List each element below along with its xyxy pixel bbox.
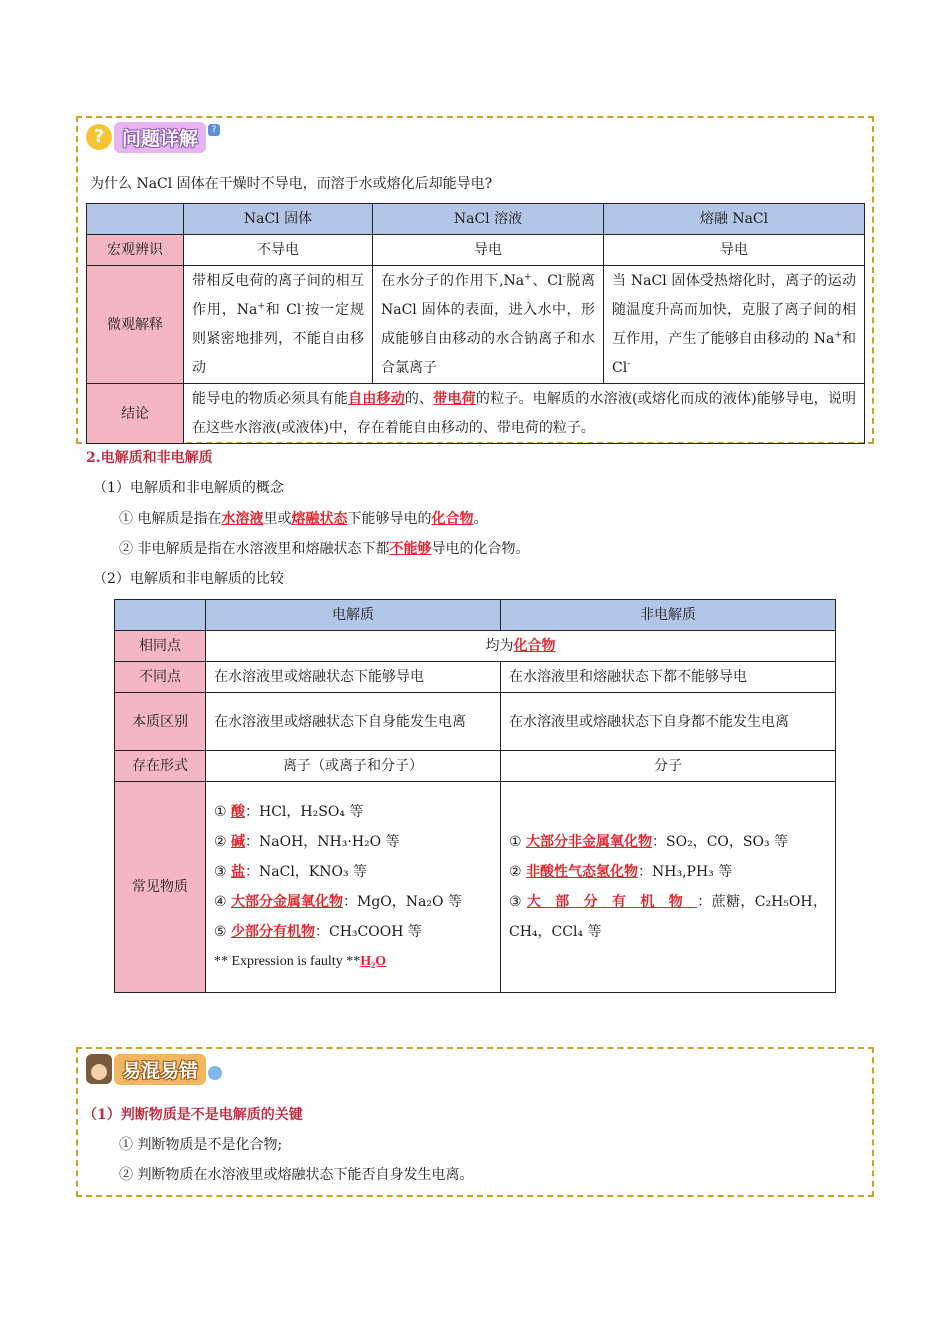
- n1-num: ①: [509, 834, 522, 850]
- label-micro: 微观解释: [87, 266, 184, 384]
- comparison-subheading: （2）电解质和非电解质的比较: [93, 571, 284, 587]
- e5-rest: ：CH₃COOH 等: [315, 924, 422, 940]
- common-mistakes-logo-text: 易混易错: [114, 1054, 206, 1085]
- micro-solution-a: 在水分子的作用下,Na: [381, 272, 525, 289]
- concept-subheading: （1）电解质和非电解质的概念: [93, 480, 284, 496]
- n3-rest: ：蔗糖，C₂H₅OH，CH₄，CCl₄ 等: [509, 894, 827, 940]
- same-prefix: 均为: [485, 638, 514, 654]
- n3-key-organic: 大部分有机物: [526, 894, 698, 910]
- label-essence: 本质区别: [115, 693, 206, 751]
- bulb-icon: [208, 1066, 222, 1080]
- header-nacl-solid: NaCl 固体: [184, 204, 373, 235]
- micro-solid: [184, 266, 373, 384]
- nacl-comparison-table: [86, 203, 865, 444]
- conclusion-text: [184, 384, 865, 444]
- n1-rest: ：SO₂，CO，SO₃ 等: [652, 834, 789, 850]
- macro-molten: 导电: [604, 235, 865, 266]
- header-nacl-solution: NaCl 溶液: [373, 204, 604, 235]
- e1-rest: ：HCl，H₂SO₄ 等: [245, 804, 364, 820]
- micro-molten: [604, 266, 865, 384]
- diff-electrolyte: 在水溶液里或熔融状态下能够导电: [206, 662, 501, 693]
- label-form: 存在形式: [115, 751, 206, 782]
- e4-key-metal-oxide: 大部分金属氧化物: [231, 894, 344, 910]
- macro-solution: 导电: [373, 235, 604, 266]
- diff-nonelectrolyte: 在水溶液里和熔融状态下都不能够导电: [501, 662, 836, 693]
- definition-nonelectrolyte: [119, 534, 529, 564]
- essence-electrolyte: 在水溶液里或熔融状态下自身能发生电离: [206, 693, 501, 751]
- macro-solid: 不导电: [184, 235, 373, 266]
- n1-key-nonmetal-oxide: 大部分非金属氧化物: [526, 834, 653, 850]
- micro-solid-sup2: -: [301, 301, 305, 312]
- n2-num: ②: [509, 864, 522, 880]
- micro-solution: [373, 266, 604, 384]
- def1-key-molten: 熔融状态: [291, 511, 348, 527]
- conclusion-b: 的、: [404, 390, 434, 407]
- def1-a: ① 电解质是指在: [119, 511, 222, 527]
- scholar-face-icon: [91, 1064, 107, 1080]
- t2-header-nonelectrolyte: 非电解质: [501, 600, 836, 631]
- micro-solution-sup2: -: [562, 271, 566, 282]
- e5-line: [214, 917, 492, 947]
- mistakes-item2: ② 判断物质在水溶液里或熔融状态下能否自身发生电离。: [119, 1167, 474, 1183]
- e3-line: [214, 857, 492, 887]
- label-conclusion: 结论: [87, 384, 184, 444]
- e4-line: [214, 887, 492, 917]
- conclusion-a: 能导电的物质必须具有能: [192, 390, 349, 407]
- header-empty: [87, 204, 184, 235]
- e5-num: ⑤: [214, 924, 227, 940]
- e3-rest: ：NaCl，KNO₃ 等: [245, 864, 368, 880]
- problem-detail-logo: [86, 122, 220, 152]
- def1-key-compound: 化合物: [431, 511, 474, 527]
- e6-line: [214, 947, 492, 977]
- conclusion-key-free-move: 自由移动: [348, 390, 405, 407]
- header-nacl-molten: 熔融 NaCl: [604, 204, 865, 235]
- label-same: 相同点: [115, 631, 206, 662]
- conclusion-key-charged: 带电荷: [433, 390, 476, 407]
- e4-num: ④: [214, 894, 227, 910]
- def1-c: 下能够导电的: [347, 511, 432, 527]
- same-key-compound: 化合物: [513, 638, 556, 654]
- micro-molten-sup2: -: [627, 358, 631, 369]
- form-nonelectrolyte: 分子: [501, 751, 836, 782]
- essence-nonelectrolyte: 在水溶液里或熔融状态下自身都不能发生电离: [501, 693, 836, 751]
- e1-num: ①: [214, 804, 227, 820]
- def1-d: 。: [473, 511, 488, 527]
- e2-line: [214, 827, 492, 857]
- question-mark-icon: ?: [86, 124, 112, 150]
- scholar-avatar-icon: [86, 1054, 112, 1084]
- micro-solid-a: 带相反电荷的离子间的相互作用，Na: [192, 273, 364, 318]
- t2-header-electrolyte: 电解质: [206, 600, 501, 631]
- common-nonelectrolyte: [501, 782, 836, 993]
- e1-line: [214, 797, 492, 827]
- electrolyte-comparison-table: [114, 599, 836, 993]
- question-text: 为什么 NaCl 固体在干燥时不导电，而溶于水或熔化后却能导电?: [90, 176, 493, 192]
- common-electrolyte: [206, 782, 501, 993]
- n2-rest: ：NH₃,PH₃ 等: [638, 864, 733, 880]
- e2-key-base: 碱: [231, 834, 246, 850]
- definition-electrolyte: [119, 504, 487, 534]
- e6-text: ** Expression is faulty **: [214, 954, 361, 969]
- e4-rest: ：MgO，Na₂O 等: [343, 894, 462, 910]
- n2-line: [509, 857, 827, 887]
- micro-solid-sup1: +: [257, 301, 265, 312]
- n1-line: [509, 827, 827, 857]
- micro-molten-a: 当 NaCl 固体受热熔化时，离子的运动随温度升高而加快，克服了离子间的相互作用，产生了能够自由移动的 Na: [612, 272, 856, 347]
- label-macro: 宏观辨识: [87, 235, 184, 266]
- label-common: 常见物质: [115, 782, 206, 993]
- def2-a: ② 非电解质是指在水溶液里和熔融状态下都: [119, 541, 390, 557]
- e3-num: ③: [214, 864, 227, 880]
- def1-key-water: 水溶液: [221, 511, 264, 527]
- micro-solution-b: 、Cl: [531, 272, 563, 289]
- micro-molten-sup1: +: [834, 329, 842, 340]
- e3-key-salt: 盐: [231, 864, 246, 880]
- n3-line: [509, 887, 827, 947]
- t2-header-empty: [115, 600, 206, 631]
- e6-key-water: H₂O: [360, 954, 387, 969]
- micro-solution-sup1: +: [524, 271, 532, 282]
- n3-num: ③: [509, 894, 522, 910]
- common-mistakes-logo: [86, 1054, 222, 1084]
- def1-b: 里或: [263, 511, 292, 527]
- e2-rest: ：NaOH，NH₃·H₂O 等: [245, 834, 400, 850]
- question-badge-icon: ?: [208, 124, 220, 136]
- problem-detail-logo-text: 问题详解: [114, 122, 206, 153]
- conclusion-c: 的粒子。电解质的水溶液(或熔化而成的液体)能够导电，说明在这些水溶液(或液体)中，存在着能自由移动的、带电荷的粒子。: [192, 390, 857, 436]
- same-text: [206, 631, 836, 662]
- def2-b: 导电的化合物。: [431, 541, 530, 557]
- label-diff: 不同点: [115, 662, 206, 693]
- form-electrolyte: 离子（或离子和分子）: [206, 751, 501, 782]
- micro-solid-b: 和 Cl: [264, 302, 302, 318]
- micro-molten-b: 和 Cl: [612, 330, 857, 376]
- e5-key-organic: 少部分有机物: [231, 924, 316, 940]
- micro-solution-c: 脱离 NaCl 固体的表面，进入水中，形成能够自由移动的水合钠离子和水合氯离子: [381, 272, 595, 376]
- mistakes-item1: ① 判断物质是不是化合物;: [119, 1137, 283, 1153]
- n2-key-hydride: 非酸性气态氢化物: [526, 864, 639, 880]
- mistakes-title: （1）判断物质是不是电解质的关键: [83, 1107, 303, 1123]
- section2-title: 2.电解质和非电解质: [86, 450, 213, 466]
- e2-num: ②: [214, 834, 227, 850]
- e1-key-acid: 酸: [231, 804, 246, 820]
- def2-key-cannot: 不能够: [389, 541, 432, 557]
- micro-solid-c: 按一定规则紧密地排列，不能自由移动: [192, 302, 364, 376]
